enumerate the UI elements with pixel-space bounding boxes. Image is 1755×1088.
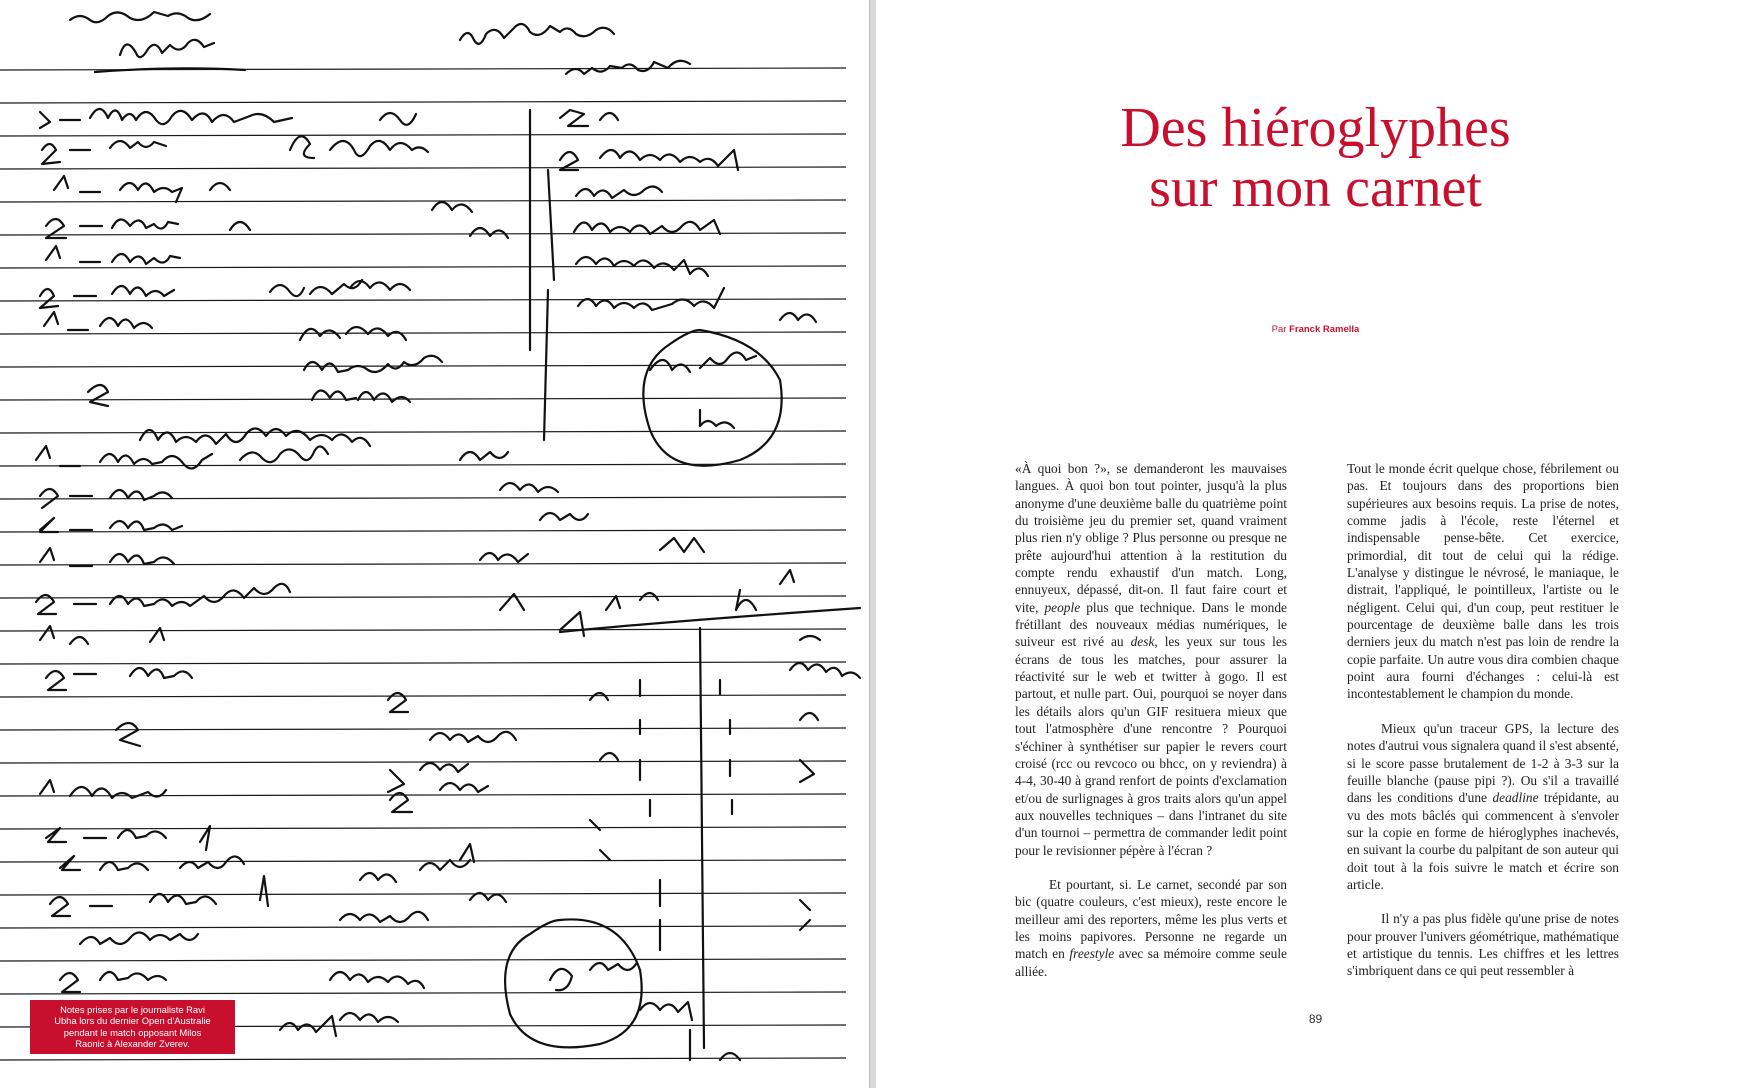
paragraph-1-text-c: , les yeux sur tous les écrans de tous les matches, pour assurer la réactivité sur le web et twitter à gogo. Il est partout, et nulle part. Oui, pourquoi se noyer dans les détails alors qu'un GIF resituera mieux que tout l'atmosphère d'une rencontre ? Pourquoi s'échiner à synthétiser sur papier le revers court croisé (rcc ou revcoco ou bhcc, on y reviendra) à 4-4, 30-40 à grand renfort de points d'exclamation et/ou de surlignages à gros traits alors qu'un appel aux nouvelles techniques – dans l'intranet du site d'un tournoi – permettra de commander ledit point pour le revisionner pépère à l'écran ? bbox=[1015, 634, 1287, 858]
paragraph-1 bbox=[1015, 460, 1287, 859]
left-page bbox=[0, 0, 870, 1088]
paragraph-2 bbox=[1015, 876, 1287, 980]
paragraph-3: Tout le monde écrit quelque chose, fébrilement ou pas. Et toujours dans des proportions bien supérieures aux besoins requis. La prise de notes, comme jadis à l'école, reste l'éternel et indispensable pense-bête. Cet exercice, primordial, dit tout de celui qui la rédige. L'analyse y distingue le névrosé, le maniaque, le distrait, l'appliqué, le pointilleux, l'artiste ou le négligent. Celui qui, d'un coup, peut restituer le pourcentage de deuxième balle dans les trois derniers jeux du match n'est pas loin de rendre la copie parfaite. Un autre vous dira combien chaque point aura fourni d'échanges : celui-là est incontestablement le champion du monde. bbox=[1347, 461, 1619, 702]
paragraph-2-text-a: Et pourtant, si. Le carnet, secondé par son bic (quatre couleurs, c'est mieux), reste encore le meilleur ami des reporters, même les plus verts et les moins papivores. Personne ne regarde un match en bbox=[1015, 876, 1287, 962]
paragraph-5: Il n'y a pas plus fidèle qu'une prise de notes pour prouver l'univers géométrique, mathématique et artistique du tennis. Les chiffres et les lettres s'imbriquent dans ce qui peut ressembler à bbox=[1347, 911, 1619, 979]
article-column-1 bbox=[1015, 460, 1287, 997]
paragraph-4-text-b: trépidante, au vu des mots bâclés qui commencent à s'envoler sur la copie en forme de hiéroglyphes inachevés, en suivant la courbe du palpitant de son auteur qui doit tout à la fois suivre le match et écrire son article. bbox=[1347, 790, 1619, 892]
right-page bbox=[876, 0, 1755, 1088]
article-title-line-1: Des hiéroglyphes bbox=[1120, 97, 1511, 159]
page-number: 89 bbox=[1308, 1012, 1323, 1026]
paragraph-2-em: freestyle bbox=[1069, 946, 1115, 962]
caption-line-1: Notes prises par le journaliste Ravi bbox=[60, 1004, 205, 1015]
caption-line-4: Raonic à Alexander Zverev. bbox=[75, 1038, 190, 1050]
byline bbox=[876, 324, 1755, 335]
paragraph-1-text-b: plus que technique. Dans le monde frétillant des nouveaux médias numériques, le suiveur est rivé au bbox=[1015, 599, 1287, 650]
photo-caption bbox=[30, 1000, 235, 1054]
paragraph-4-text-a: Mieux qu'un traceur GPS, la lecture des notes d'autrui vous signalera quand il s'est absenté, si le score passe brutalement de 1-2 à 3-3 sur la feuille blanche (pause pipi ?). Ou s'il a travaillé dans les conditions d'une bbox=[1347, 720, 1619, 806]
paragraph-1-text-a: «À quoi bon ?», se demanderont les mauvaises langues. À quoi bon tout pointer, jusqu'à la plus anonyme d'une deuxième balle du quatrième point du troisième jeu du premier set, quand vraiment plus rien n'y oblige ? Plus personne ou presque ne prête aujourd'hui attention à la restitution du compte rendu exhaustif d'un match. Long, ennuyeux, dépassé, dit-on. Il faut faire court et vite, bbox=[1015, 461, 1287, 615]
caption-line-2: Ubha lors du dernier Open d'Australie bbox=[54, 1015, 211, 1027]
paragraph-4 bbox=[1347, 720, 1619, 893]
paragraph-2-text-b: avec sa mémoire comme seule alliée. bbox=[1015, 946, 1287, 979]
paragraph-1-em-2: desk bbox=[1130, 634, 1155, 650]
article-title bbox=[876, 98, 1755, 218]
caption-line-3: pendant le match opposant Milos bbox=[63, 1026, 202, 1038]
article-column-2 bbox=[1347, 460, 1619, 997]
article-title-line-2: sur mon carnet bbox=[1149, 157, 1482, 219]
paragraph-1-em-1: people bbox=[1044, 599, 1081, 615]
byline-author: Franck Ramella bbox=[1289, 324, 1360, 335]
paragraph-4-em: deadline bbox=[1492, 790, 1539, 806]
byline-prefix: Par bbox=[1271, 324, 1287, 335]
handwritten-notes-image bbox=[0, 0, 870, 1088]
